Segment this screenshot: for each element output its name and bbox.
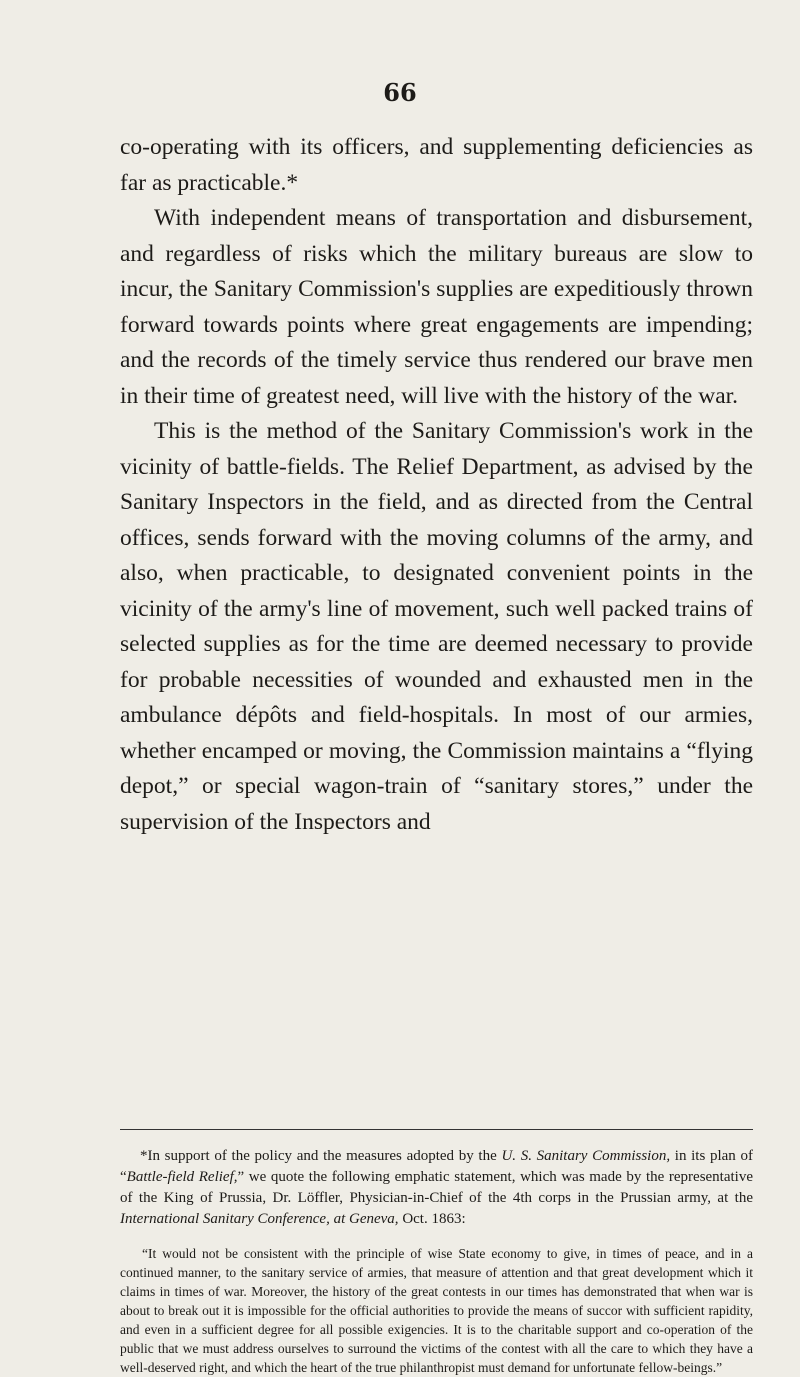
page-number: 66 xyxy=(383,78,417,107)
footnote-intro-text-c: ” we quote the following emphatic statement, which was made by the representative of the King of Prussia, Dr. Löffler, Physician-in-Chief of the 4th corps in the Prussian army, at the xyxy=(120,1169,754,1206)
footnote-divider xyxy=(120,1129,753,1130)
paragraph-3: This is the method of the Sanitary Commission's work in the vicinity of battle-fields. The Relief Department, as advised by the Sanitary Inspectors in the field, and as directed from the Central offices, sends forward with the moving columns of the army, and also, when practicable, to designated convenient points in the vicinity of the army's line of movement, such well packed trains of selected supplies as for the time are deemed necessary to provide for probable necessities of wounded and exhausted men in the ambulance dépôts and field-hospitals. In most of our armies, whether encamped or moving, the Commission maintains a “flying depot,” or special wagon-train of “sanitary stores,” under the supervision of the Inspectors and xyxy=(120,418,753,835)
footnote-intro-text-b: in its plan of “ xyxy=(120,1148,753,1185)
footnote-org-name: U. S. Sanitary Commission, xyxy=(501,1148,671,1164)
footnote xyxy=(120,1146,753,1377)
footnote-quote: “It would not be consistent with the principle of wise State economy to give, in times of peace, and in a continued manner, to the sanitary service of armies, that measure of attention and that great development which it claims in times of war. Moreover, the history of the great contests in our times has demonstrated that when war is about to break out it is impossible for the official authorities to provide the means of succor with sufficient rapidity, and even in a sufficient degree for all possible exigencies. It is to the charitable support and co-operation of the public that we must address ourselves to surround the victims of the contest with all the care to which they have a well-deserved right, and which the heart of the true philanthropist must demand for unfortunate fellow-beings.” xyxy=(120,1246,753,1375)
footnote-intro-text-a: In support of the policy and the measures adopted by the xyxy=(147,1148,502,1164)
footnote-intro-text-d: Oct. 1863: xyxy=(398,1211,466,1227)
body-text xyxy=(120,130,753,840)
footnote-conference-name: International Sanitary Conference, at Geneva, xyxy=(120,1211,399,1227)
paragraph-2: With independent means of transportation and disbursement, and regardless of risks which the military bureaus are slow to incur, the Sanitary Commission's supplies are expeditiously thrown forward towards points where great engagements are impending; and the records of the timely service thus rendered our brave men in their time of greatest need, will live with the history of the war. xyxy=(120,205,753,409)
paragraph-1: co-operating with its officers, and supplementing deficiencies as far as practicable.* xyxy=(120,134,753,196)
footnote-intro xyxy=(120,1146,753,1230)
footnote-plan-name: Battle-field Relief, xyxy=(126,1169,238,1185)
footnote-marker: * xyxy=(140,1148,148,1164)
